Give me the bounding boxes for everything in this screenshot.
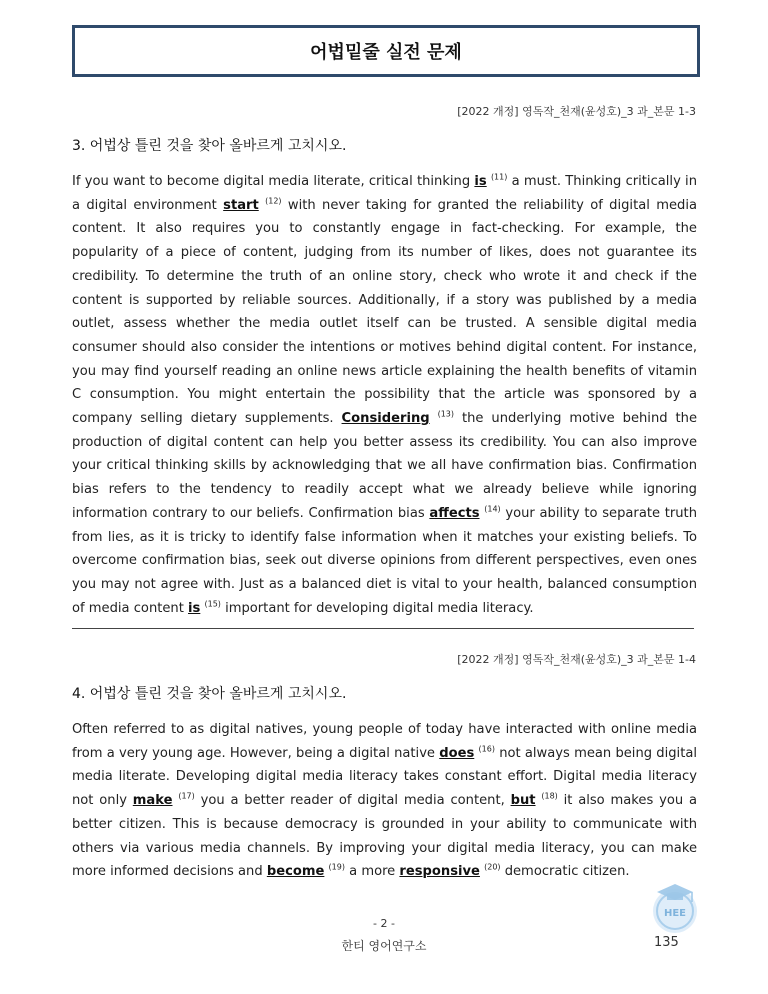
q3-underline-12: start xyxy=(223,197,259,213)
q4-underline-20: responsive xyxy=(399,864,480,880)
q3-heading: 3. 어법상 틀린 것을 찾아 올바르게 고치시오. xyxy=(72,138,347,154)
q3-underline-15: is xyxy=(188,600,201,616)
q4-text: democratic citizen. xyxy=(500,864,630,880)
q3-num-15: (15) xyxy=(204,599,221,609)
q3-text: a must. Thinking critically in a digital environment xyxy=(72,174,697,213)
q3-num-13: (13) xyxy=(437,409,455,419)
logo-text: HEE xyxy=(663,908,687,919)
q3-underline-14: affects xyxy=(429,505,480,521)
q3-passage xyxy=(72,170,697,620)
q4-source: [2022 개정] 영독작_천재(윤성호)_3 과_본문 1-4 xyxy=(457,653,696,666)
section-divider xyxy=(72,628,694,629)
q3-num-11: (11) xyxy=(490,172,508,182)
q3-text: important for developing digital media literacy. xyxy=(220,600,534,616)
q4-num-16: (16) xyxy=(478,744,495,754)
q4-text: you a better reader of digital media content, xyxy=(194,793,511,809)
q3-num-12: (12) xyxy=(265,196,282,206)
q4-num-20: (20) xyxy=(484,862,501,872)
q4-num-18: (18) xyxy=(541,791,558,801)
q4-underline-19: become xyxy=(266,864,325,880)
q4-text: Often referred to as digital natives, young people of today have interacted with online media from a very young age. However, being a digital native xyxy=(72,722,697,761)
q4-underline-16: does xyxy=(439,745,475,761)
page-title: 어법밑줄 실전 문제 xyxy=(310,42,462,63)
hee-logo-icon xyxy=(648,878,702,936)
q4-text: not always mean being digital media literate. Developing digital media literacy takes constant effort. Digital media literacy not only xyxy=(72,745,697,809)
q3-text: your ability to separate truth from lies, as it is tricky to identify false information when it matches your existing beliefs. To overcome confirmation bias, seek out diverse opinions from different perspectives, even ones you may not agree with. Just as a balanced diet is vital to your health, balanced consumption of media content xyxy=(72,505,697,616)
q3-text: the underlying motive behind the production of digital content can help you better assess its credibility. You can also improve your critical thinking skills by acknowledging that we all have confirmation bias. Confirmation bias refers to the tendency to readily accept what we already believe while ignoring information contrary to our beliefs. Confirmation bias xyxy=(72,411,697,521)
q3-underline-11: is xyxy=(474,174,487,189)
q4-num-19: (19) xyxy=(328,862,345,872)
q4-passage xyxy=(72,718,697,884)
book-page-number: 135 xyxy=(654,935,679,950)
footer-organization: 한티 영어연구소 xyxy=(341,939,427,953)
q4-underline-17: make xyxy=(132,793,173,809)
footer-page-number: - 2 - xyxy=(373,917,395,930)
q3-text: with never taking for granted the reliability of digital media content. It also requires you to constantly engage in fact-checking. For example, the popularity of a piece of content, judging from its number of likes, does not guarantee its credibility. To determine the truth of an online story, check who wrote it and check if the content is supported by reliable sources. Additionally, if a story was published by a media outlet, assess whether the media outlet itself can be trusted. A sensible digital media consumer should also consider the intentions or motives behind digital content. For instance, you may find yourself reading an online news article explaining the health benefits of vitamin C consumption. You might entertain the possibility that the article was sponsored by a company selling dietary supplements. xyxy=(72,197,697,427)
q3-underline-13: Considering xyxy=(341,411,430,427)
q4-text: it also makes you a better citizen. This is because democracy is grounded in your ability to communicate with others via various media channels. By improving your digital media literacy, you can make more informed decisions and xyxy=(72,793,698,880)
q3-num-14: (14) xyxy=(484,504,501,514)
title-box xyxy=(72,25,700,77)
q4-text: a more xyxy=(344,864,400,880)
q4-num-17: (17) xyxy=(178,791,195,801)
q3-source: [2022 개정] 영독작_천재(윤성호)_3 과_본문 1-3 xyxy=(457,105,696,118)
q4-heading: 4. 어법상 틀린 것을 찾아 올바르게 고치시오. xyxy=(72,686,347,702)
q3-text: If you want to become digital media literate, critical thinking xyxy=(72,174,475,189)
q4-underline-18: but xyxy=(510,793,536,809)
